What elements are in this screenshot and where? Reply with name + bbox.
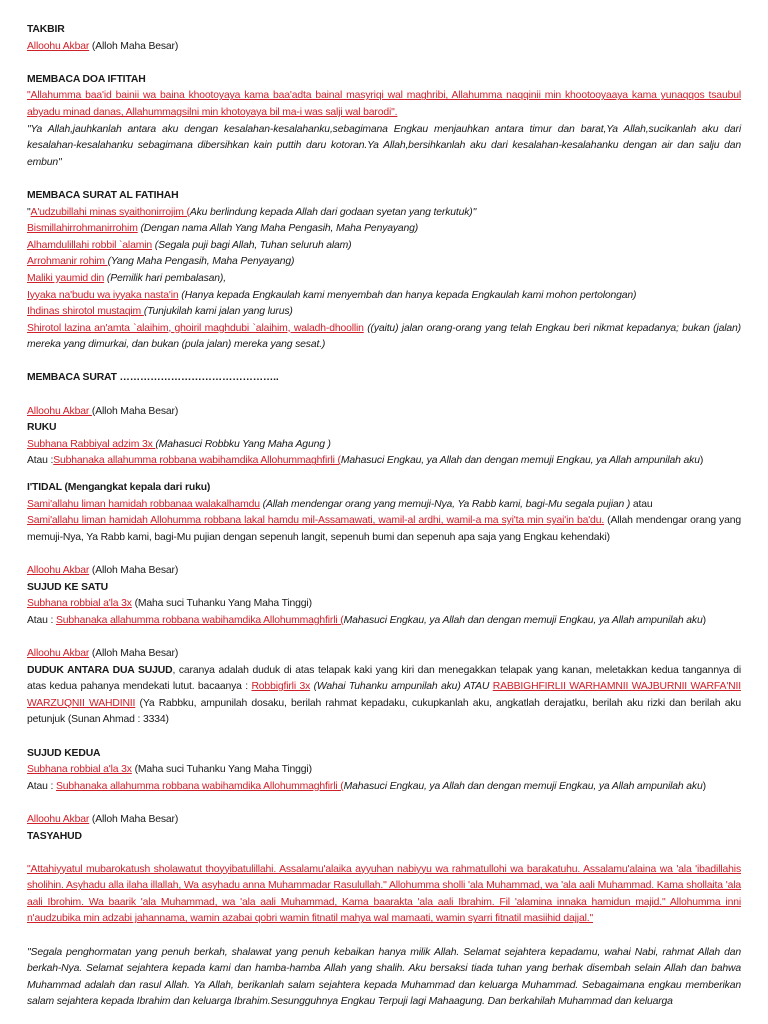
ruku-takbir-meaning: (Alloh Maha Besar): [91, 405, 179, 417]
takbir-heading: TAKBIR: [27, 24, 65, 35]
document-page: [27, 22, 741, 1011]
fatihah-arabic-1: A'udzubillahi minas syaithonirrojim (: [30, 206, 190, 218]
fatihah-meaning-6: (Hanya kepada Engkaulah kami menyembah dan hanya kepada Engkaulah kami mohon pertolongan): [178, 289, 637, 301]
ruku-heading: RUKU: [27, 422, 57, 434]
sujud1-takbir-line: [27, 563, 741, 580]
fatihah-meaning-5: (Pemilik hari pembalasan),: [104, 272, 226, 284]
duduk-arabic-2: RABBIGHFIRLII WARHAMNII WAJBURNII WARFA'NII WARZUQNII WAHDINII: [27, 681, 741, 709]
fatihah-line-6: [27, 288, 741, 305]
sujud1-prefix-2: Atau :: [27, 614, 56, 626]
duduk-takbir-meaning: (Alloh Maha Besar): [89, 647, 179, 659]
duduk-heading: DUDUK ANTARA DUA SUJUD: [27, 664, 173, 676]
tasyahud-takbir-arabic: Alloohu Akbar: [27, 813, 90, 825]
duduk-text-2: (Ya Rabbku, ampunilah dosaku, berilah rahmat kepadaku, cukupkanlah aku, angkatlah derajatku, berilah aku rizki dan berilah aku petunjuk (Sunan Ahmad : 3334): [27, 697, 741, 726]
fatihah-arabic-8: Shirotol lazina an'amta `alaihim, ghoiril maghdubi `alaihim, waladh-dhoollin: [27, 322, 364, 334]
fatihah-meaning-8: ((yaitu) jalan orang-orang yang telah Engkau beri nikmat kepadanya; bukan (jalan) mereka yang dimurkai, dan bukan (pula jalan) mereka yang sesat.): [27, 322, 741, 351]
ruku-line-1: [27, 437, 741, 454]
fatihah-arabic-2: Bismillahirrohmanirrohim: [27, 223, 138, 235]
quote-mark: ": [27, 206, 31, 218]
ruku-meaning-2: Mahasuci Engkau, ya Allah dan dengan memuji Engkau, ya Allah ampunilah aku: [340, 455, 700, 467]
sujud1-takbir-meaning: (Alloh Maha Besar): [89, 565, 179, 576]
sujud2-line-2: [27, 779, 741, 796]
ruku-takbir-arabic: Alloohu Akbar: [27, 405, 92, 417]
ruku-takbir-line: [27, 404, 741, 421]
fatihah-line-7: [27, 304, 741, 321]
itidal-meaning-2: (Allah mendengar orang yang memuji-Nya, Ya Rabb kami, bagi-Mu pujian dengan sepenuh langit, sepenuh bumi dan sepenuh apa saja yang Engkau kehendaki): [27, 515, 741, 543]
ruku-line-2: [27, 453, 741, 470]
fatihah-meaning-4: (Yang Maha Pengasih, Maha Penyayang): [107, 256, 295, 268]
iftitah-arabic: "Allahumma baa'id bainii wa baina khootoyaya kama baa'adta bainal masyriqi wal maghribi, Allahumma naqqinii min khootooyaaya kama yunaqqos tsaubul abyadu minad danas, Allahummagsilni min khotoyaya bil ma-i was salji wal barodi".: [27, 90, 741, 118]
duduk-paragraph: [27, 663, 741, 729]
sujud2-meaning-2: Mahasuci Engkau, ya Allah dan dengan memuji Engkau, ya Allah ampunilah aku: [343, 780, 703, 792]
tasyahud-takbir-meaning: (Alloh Maha Besar): [89, 813, 179, 825]
iftitah-meaning: "Ya Allah,jauhkanlah antara aku dengan kesalahan-kesalahanku,sebagimana Engkau menjauhkan antara timur dan barat,Ya Allah,sucikanlah aku dari kesalahan-kesalahanku sebagimana dibersihkan kain puttih daru kotoran.Ya Allah,bersihkanlah aku dari kesalahan-kesalahanku dengan air dan salju dan embun": [27, 123, 741, 168]
sujud2-close-2: ): [702, 780, 706, 792]
sujud1-meaning-1: (Maha suci Tuhanku Yang Maha Tinggi): [131, 598, 312, 610]
fatihah-line-2: [27, 221, 741, 238]
sujud1-arabic-2: Subhanaka allahumma robbana wabihamdika Allohummaghfirli (: [56, 614, 344, 626]
sujud2-line-1: [27, 762, 741, 779]
surat-heading: MEMBACA SURAT ………………………………………..: [27, 372, 279, 384]
ruku-arabic-2: Subhanaka allahumma robbana wabihamdika Allohummaghfirli (: [53, 455, 341, 467]
fatihah-arabic-7: Ihdinas shirotol mustaqim: [27, 306, 144, 318]
itidal-meaning-1: (Allah mendengar orang yang memuji-Nya, Ya Rabb kami, bagi-Mu segala pujian ): [259, 498, 631, 510]
duduk-arabic-1: Robbigfirli 3x: [251, 681, 311, 693]
takbir-arabic: Alloohu Akbar: [27, 40, 90, 52]
ruku-arabic-1: Subhana Rabbiyal adzim 3x: [27, 438, 156, 450]
takbir-line: [27, 39, 741, 56]
duduk-text-1: , caranya adalah duduk di atas telapak kaki yang kiri dan menegakkan telapak yang kanan, meletakkan kedua tangannya di atas kedua pahanya mendekati lutut. bacaanya :: [27, 664, 741, 693]
takbir-meaning: (Alloh Maha Besar): [89, 40, 179, 52]
fatihah-arabic-6: Iyyaka na'budu wa iyyaka nasta'in: [27, 289, 179, 301]
sujud1-line-1: [27, 596, 741, 613]
duduk-takbir-line: [27, 646, 741, 663]
duduk-takbir-arabic: Alloohu Akbar: [27, 647, 90, 659]
sujud1-takbir-arabic: Alloohu Akbar: [27, 565, 90, 576]
tasyahud-takbir-line: [27, 812, 741, 829]
tasyahud-arabic: "Attahiyyatul mubarokatush sholawatut thoyyibatulillahi. Assalamu'alaika ayyuhan nabiyyu wa rahmatullohi wa barakatuhu. Assalamu'alaina wa 'ala 'ibadillahis sholihin. Asyhadu alla ilaha illallah, Wa asyhadu anna Muhammadar Rasulullah." Allohumma sholli 'ala Muhammad, wa 'ala aali Muhammad. Kama shollaita 'ala aali Ibrohim. Wa baarik 'ala Muhammad, wa 'ala aali Muhammad, Kama baarakta 'ala aali Ibrahim. Fil 'alamina innaka hamidun majid." Allohumma inni n'audzubika min adzabi jahannama, wamin azabai qobri wamin fitnatil mahya wal mamaati, wamin syarri fitnatil masiihid dajjal.": [27, 863, 741, 925]
sujud1-arabic-1: Subhana robbial a'la 3x: [27, 598, 132, 610]
fatihah-meaning-1: Aku berlindung kepada Allah dari godaan syetan yang terkutuk)": [189, 206, 477, 218]
ruku-close-2: ): [699, 455, 704, 467]
ruku-prefix-2: Atau :: [27, 455, 54, 467]
fatihah-line-5: [27, 271, 741, 288]
fatihah-heading: MEMBACA SURAT AL FATIHAH: [27, 189, 179, 201]
iftitah-heading: MEMBACA DOA IFTITAH: [27, 73, 146, 85]
fatihah-line-8: [27, 321, 741, 354]
fatihah-arabic-3: Alhamdulillahi robbil `alamin: [27, 239, 153, 251]
itidal-arabic-1: Sami'allahu liman hamidah robbanaa walakalhamdu: [27, 498, 260, 510]
fatihah-meaning-7: (Tunjukilah kami jalan yang lurus): [143, 306, 293, 318]
fatihah-line-4: [27, 254, 741, 271]
itidal-line-2: [27, 513, 741, 546]
fatihah-meaning-3: (Segala puji bagi Allah, Tuhan seluruh alam): [152, 239, 352, 251]
sujud1-heading: SUJUD KE SATU: [27, 581, 108, 593]
fatihah-line-3: [27, 238, 741, 255]
sujud2-arabic-2: Subhanaka allahumma robbana wabihamdika Allohummaghfirli (: [56, 780, 344, 792]
itidal-line-1: [27, 497, 741, 514]
tasyahud-meaning: "Segala penghormatan yang penuh berkah, shalawat yang penuh kebaikan hanya milik Allah. Selamat sejahtera kepadamu, wahai Nabi, rahmat Allah dan berkah-Nya. Selamat sejahtera kepada kami dan hamba-hamba Allah yang shalih. Aku bersaksi tiada tuhan yang berhak disembah selain Allah dan bahwa Muhammad adalah dan rasul Allah. Ya Allah, berikanlah salam sejahtera kepada Muhammad dan keluarga Muhammad. Sebagaimana engkau memberikan salam sejahtera kepada Ibrahim dan keluarga Ibrahim.Sesungguhnya Engkau Terpuji lagi Mahaagung. Dan berkahilah Muhammad dan keluarga: [27, 946, 741, 1008]
duduk-meaning-1: (Wahai Tuhanku ampunilah aku) ATAU: [310, 681, 493, 693]
sujud1-line-2: [27, 613, 741, 630]
sujud2-prefix-2: Atau :: [27, 780, 56, 792]
itidal-arabic-2: Sami'allahu liman hamidah Allohumma robbana lakal hamdu mil-Assamawati, wamil-al ardhi, wamil-a ma syi'ta min syai'in ba'du.: [27, 515, 605, 527]
sujud2-heading: SUJUD KEDUA: [27, 747, 101, 759]
sujud1-close-2: ): [702, 614, 706, 626]
itidal-heading: I'TIDAL (Mengangkat kepala dari ruku): [27, 482, 211, 494]
sujud2-arabic-1: Subhana robbial a'la 3x: [27, 764, 132, 776]
fatihah-line-1: [27, 205, 741, 222]
fatihah-arabic-5: Maliki yaumid din: [27, 272, 105, 284]
sujud1-meaning-2: Mahasuci Engkau, ya Allah dan dengan memuji Engkau, ya Allah ampunilah aku: [343, 614, 703, 626]
fatihah-meaning-2: (Dengan nama Allah Yang Maha Pengasih, Maha Penyayang): [137, 223, 419, 235]
sujud2-meaning-1: (Maha suci Tuhanku Yang Maha Tinggi): [131, 764, 312, 776]
tasyahud-heading: TASYAHUD: [27, 830, 82, 842]
fatihah-arabic-4: Arrohmanir rohim: [27, 256, 108, 268]
ruku-meaning-1: (Mahasuci Robbku Yang Maha Agung ): [155, 438, 331, 450]
itidal-suffix-1: atau: [630, 498, 653, 510]
